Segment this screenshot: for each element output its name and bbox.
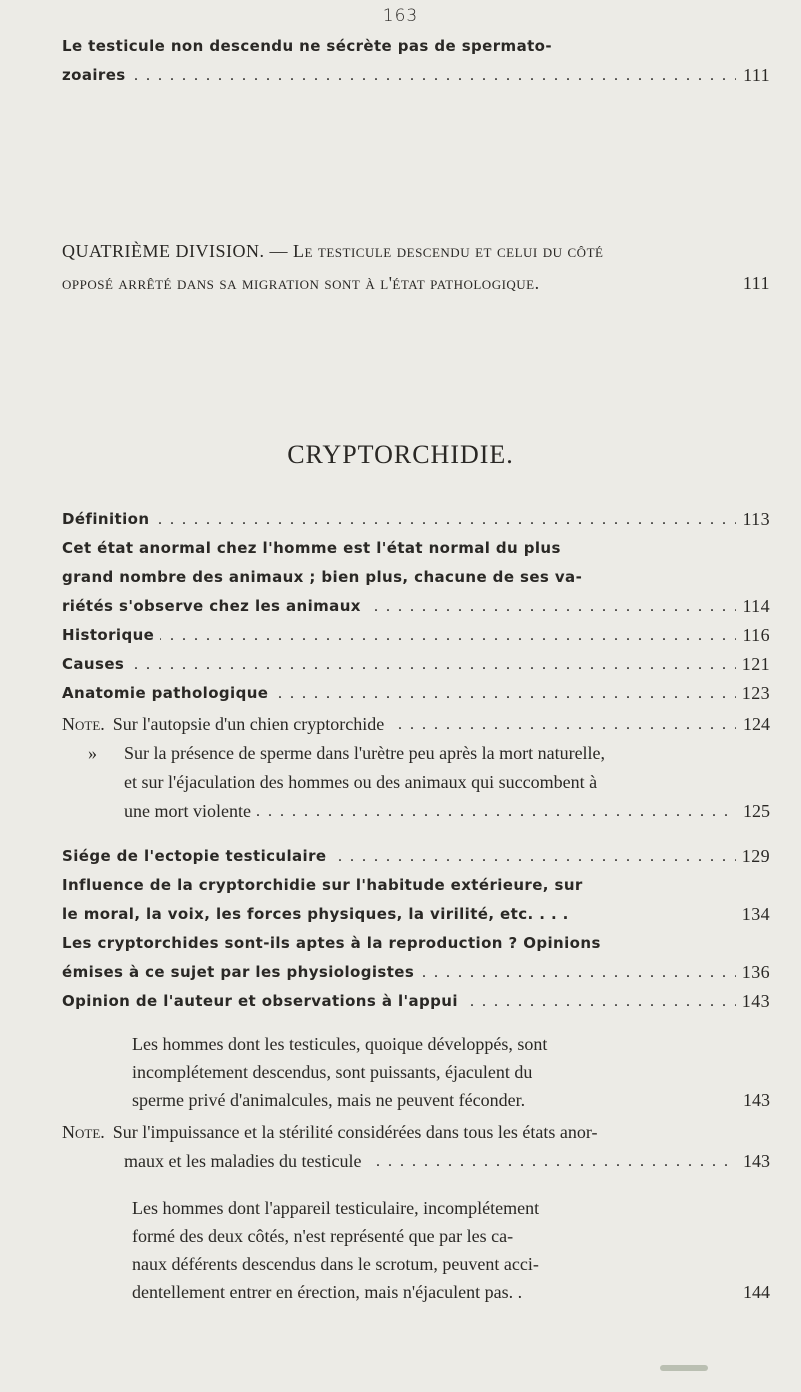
page-ref: 111	[743, 65, 770, 85]
entry-text: zoaires	[62, 66, 132, 84]
entry-text: Causes	[62, 655, 130, 673]
page-ref: 121	[741, 654, 770, 674]
paragraph-erection	[132, 1194, 770, 1306]
entry-text: émises à ce sujet par les physiologistes	[62, 963, 420, 981]
page-ref: 113	[742, 509, 770, 529]
entry-line: Les cryptorchides sont-ils aptes à la reproduction ? Opinions	[62, 934, 601, 952]
page-ref: 144	[743, 1282, 770, 1302]
page-ref: 134	[741, 904, 770, 924]
page-ref: 143	[743, 1151, 770, 1171]
entry-text: Historique	[62, 626, 160, 644]
paragraph-puissants	[132, 1030, 770, 1114]
entry-text: maux et les maladies du testicule	[124, 1151, 367, 1171]
entry-line: Les hommes dont les testicules, quoique développés, sont	[132, 1034, 548, 1054]
entry-line: dentellement entrer en érection, mais n'éjaculent pas. .	[132, 1282, 523, 1302]
division-text-2: opposé arrêté dans sa migration sont à l'état pathologique.	[62, 273, 540, 293]
toc-entry-influence	[62, 871, 770, 929]
page-ref: 124	[743, 714, 770, 734]
page-ref: 111	[742, 273, 770, 293]
toc-note-impuissance	[62, 1118, 770, 1176]
toc-entry-historique	[62, 621, 770, 650]
toc-entry-siege	[62, 842, 770, 871]
toc-entry-opinion	[62, 987, 770, 1016]
note-label: Note.	[62, 1122, 105, 1142]
entry-line: Sur l'impuissance et la stérilité considérées dans tous les états anor-	[112, 1122, 598, 1142]
division-text-1: Le testicule descendu et celui du côté	[292, 241, 604, 261]
page-ref: 116	[742, 625, 770, 645]
entry-text: Siége de l'ectopie testiculaire	[62, 847, 332, 865]
page-ref: 123	[741, 683, 770, 703]
entry-line-dotted	[62, 61, 770, 90]
toc-note-presence-sperme	[62, 739, 770, 826]
note-label: Note.	[62, 714, 105, 734]
entry-line: Le testicule non descendu ne sécrète pas de spermato-	[62, 37, 552, 55]
toc-note-autopsie	[62, 710, 770, 739]
entry-text: riétés s'observe chez les animaux	[62, 597, 367, 615]
toc-entry-anatomie	[62, 679, 770, 708]
entry-text: Sur l'autopsie d'un chien cryptorchide	[112, 714, 385, 734]
division-heading	[62, 235, 770, 299]
toc-entry-aptes	[62, 929, 770, 987]
page-ref: 125	[743, 801, 770, 821]
entry-text: une mort violente	[124, 801, 257, 821]
entry-line: incomplétement descendus, sont puissants, éjaculent du	[132, 1062, 533, 1082]
toc-entry-definition	[62, 505, 770, 534]
section-title: CRYPTORCHIDIE.	[287, 440, 514, 469]
page-ref: 129	[741, 846, 770, 866]
entry-line: Cet état anormal chez l'homme est l'état normal du plus	[62, 539, 561, 557]
page-ref: 114	[742, 596, 770, 616]
toc-entry-cet-etat	[62, 534, 770, 621]
page-ref: 143	[743, 1090, 770, 1110]
ditto-mark: »	[88, 743, 97, 763]
entry-line: Les hommes dont l'appareil testiculaire, incomplétement	[132, 1198, 540, 1218]
page-number: 163	[382, 6, 419, 26]
entry-line: sperme privé d'animalcules, mais ne peuvent féconder.	[132, 1090, 526, 1110]
entry-line: et sur l'éjaculation des hommes ou des animaux qui succombent à	[124, 772, 598, 792]
entry-line: Influence de la cryptorchidie sur l'habitude extérieure, sur	[62, 876, 583, 894]
page-ref: 143	[741, 991, 770, 1011]
entry-line: naux déférents descendus dans le scrotum, peuvent acci-	[132, 1254, 539, 1274]
entry-text: le moral, la voix, les forces physiques, la virilité, etc. . . .	[62, 905, 569, 923]
entry-text: Opinion de l'auteur et observations à l'appui	[62, 992, 464, 1010]
entry-line: grand nombre des animaux ; bien plus, chacune de ses va-	[62, 568, 583, 586]
ink-smudge	[660, 1365, 708, 1371]
toc-entry-non-descendu	[62, 32, 770, 90]
entry-text: Définition	[62, 510, 155, 528]
page-ref: 136	[741, 962, 770, 982]
entry-line: Sur la présence de sperme dans l'urètre peu après la mort naturelle,	[124, 743, 606, 763]
division-lead: QUATRIÈME DIVISION. —	[62, 241, 288, 261]
entry-line: formé des deux côtés, n'est représenté que par les ca-	[132, 1226, 514, 1246]
entry-text: Anatomie pathologique	[62, 684, 274, 702]
toc-entry-causes	[62, 650, 770, 679]
